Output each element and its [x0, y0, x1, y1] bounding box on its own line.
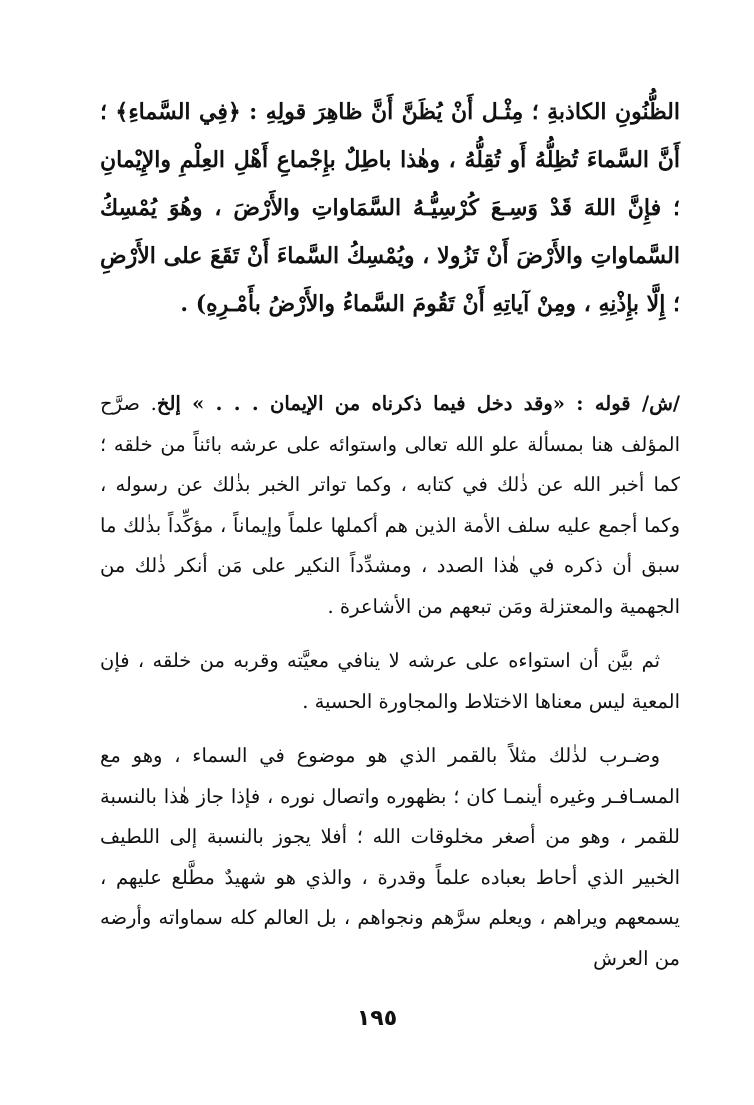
- commentary-prefix: /ش/ قوله :: [564, 392, 681, 415]
- commentary-lead-quote: «وقد دخل فيما ذكرناه من الإيمان . . . » إلخ: [156, 392, 565, 415]
- page-number: ١٩٥: [356, 1006, 398, 1031]
- page-body: [100, 88, 680, 993]
- commentary-paragraph-1-text: . صرَّح المؤلف هنا بمسألة علو الله تعالى واستوائه على عرشه بائناً من خلقه ؛ كما أخبر الله عن ذٰلك في كتابه ، وكما تواتر الخبر بذٰلك عن رسوله ، وكما أجمع عليه سلف الأمة الذين هم أكملها علماً وإيماناً ، مؤكِّداً بذٰلك ما سبق أن ذكره في هٰذا الصدد ، ومشدِّداً النكير على مَن أنكر ذٰلك من الجهمية والمعتزلة ومَن تبعهم من الأشاعرة .: [100, 392, 680, 618]
- commentary-paragraph-3: وضـرب لذٰلك مثلاً بالقمر الذي هو موضوع في السماء ، وهو مع المسـافـر وغيره أينمـا كان ؛ بظهوره واتصال نوره ، فإذا جاز هٰذا بالنسبة للقمر ، وهو من أصغر مخلوقات الله ؛ أفلا يجوز بالنسبة إلى اللطيف الخبير الذي أحاط بعباده علماً وقدرة ، والذي هو شهيدٌ مطَّلع عليهم ، يسمعهم ويراهم ، ويعلم سرَّهم ونجواهم ، بل العالم كله سماواته وأرضه من العرش: [100, 744, 680, 970]
- commentary-paragraph-2: ثم بيَّن أن استواءه على عرشه لا ينافي معيَّته وقربه من خلقه ، فإن المعية ليس معناها الاختلاط والمجاورة الحسية .: [100, 649, 680, 713]
- commentary-section: [100, 384, 680, 979]
- quoted-text-block: الظُّنُونِ الكاذبةِ ؛ مِثْـل أَنْ يُظَنَّ أَنَّ ظاهِرَ قولِهِ : ﴿فِي السَّماءِ﴾ ؛ أَنَّ السَّماءَ تُظِلُّهُ أَو تُقِلُّهُ ، وهٰذا باطِلٌ بإِجْماعِ أَهْلِ العِلْمِ والإِيْمانِ ؛ فإِنَّ اللهَ قَدْ وَسِـعَ كُرْسِيُّـهُ السَّمَاواتِ والأَرْضَ ، وهُوَ يُمْسِكُ السَّماواتِ والأَرْضَ أَنْ تَزُولا ، ويُمْسِكُ السَّماءَ أَنْ تَقَعَ على الأَرْضِ ؛ إِلَّا بإِذْنِهِ ، ومِنْ آياتِهِ أَنْ تَقُومَ السَّماءُ والأَرْضُ بأَمْـرِهِ) .: [100, 99, 680, 317]
- commentary-paragraph-1: [100, 384, 680, 627]
